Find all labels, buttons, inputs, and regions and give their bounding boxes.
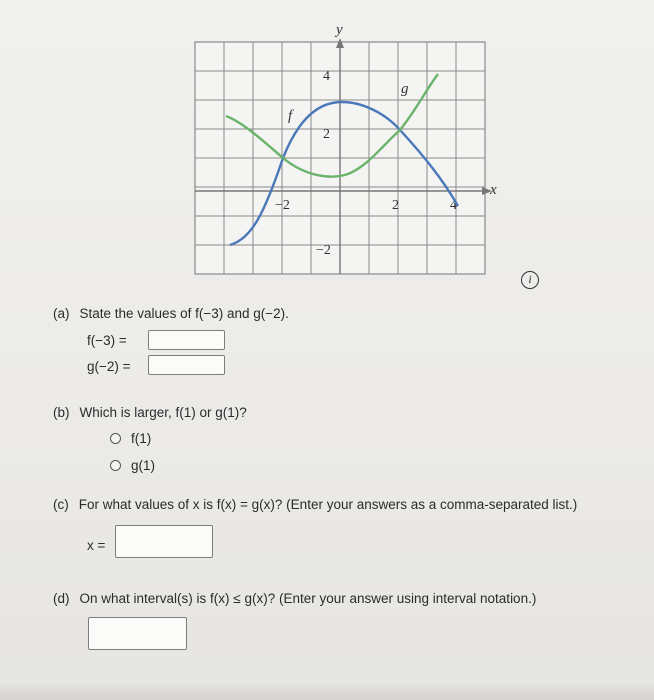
info-icon[interactable]: i (521, 271, 539, 289)
f-neg3-input[interactable] (148, 330, 225, 350)
bottom-edge (0, 684, 654, 700)
part-b-label: (b) (53, 405, 70, 420)
tick-x-2: 2 (392, 198, 399, 213)
intersection-input[interactable] (115, 525, 213, 558)
radio-f1[interactable] (110, 433, 121, 444)
curve-g-label: g (401, 81, 409, 97)
radio-g1[interactable] (110, 460, 121, 471)
graph-svg (180, 18, 510, 280)
part-c-answer-label: x = (87, 538, 106, 553)
part-c-label: (c) (53, 497, 69, 512)
part-d-text: On what interval(s) is f(x) ≤ g(x)? (Enter your answer using interval notation.) (79, 591, 537, 606)
interval-input[interactable] (88, 617, 187, 650)
function-graph (180, 18, 510, 280)
tick-x-4: 4 (450, 198, 457, 213)
tick-y-2: 2 (323, 127, 330, 142)
option-f1[interactable] (110, 431, 151, 446)
tick-y-neg2: −2 (316, 243, 331, 258)
option-f1-label: f(1) (131, 431, 152, 446)
part-a-question (53, 306, 289, 321)
part-a-row-1-label: f(−3) = (87, 333, 127, 348)
y-axis-label: y (336, 22, 343, 38)
part-b-text: Which is larger, f(1) or g(1)? (79, 405, 247, 420)
part-d-label: (d) (53, 591, 70, 606)
option-g1-label: g(1) (131, 458, 156, 473)
part-a-row-2-label: g(−2) = (87, 359, 131, 374)
tick-x-neg2: −2 (275, 198, 290, 213)
tick-y-4: 4 (323, 69, 330, 84)
part-a-label: (a) (53, 306, 70, 321)
part-c-text: For what values of x is f(x) = g(x)? (Enter your answers as a comma-separated list.) (78, 497, 578, 512)
g-neg2-input[interactable] (148, 355, 225, 375)
part-b-question (53, 405, 247, 420)
part-a-text: State the values of f(−3) and g(−2). (79, 306, 289, 321)
option-g1[interactable] (110, 458, 155, 473)
part-d-question (53, 591, 536, 606)
x-axis-label: x (490, 182, 497, 198)
curve-f-label: f (288, 108, 293, 124)
part-c-question (53, 497, 577, 512)
